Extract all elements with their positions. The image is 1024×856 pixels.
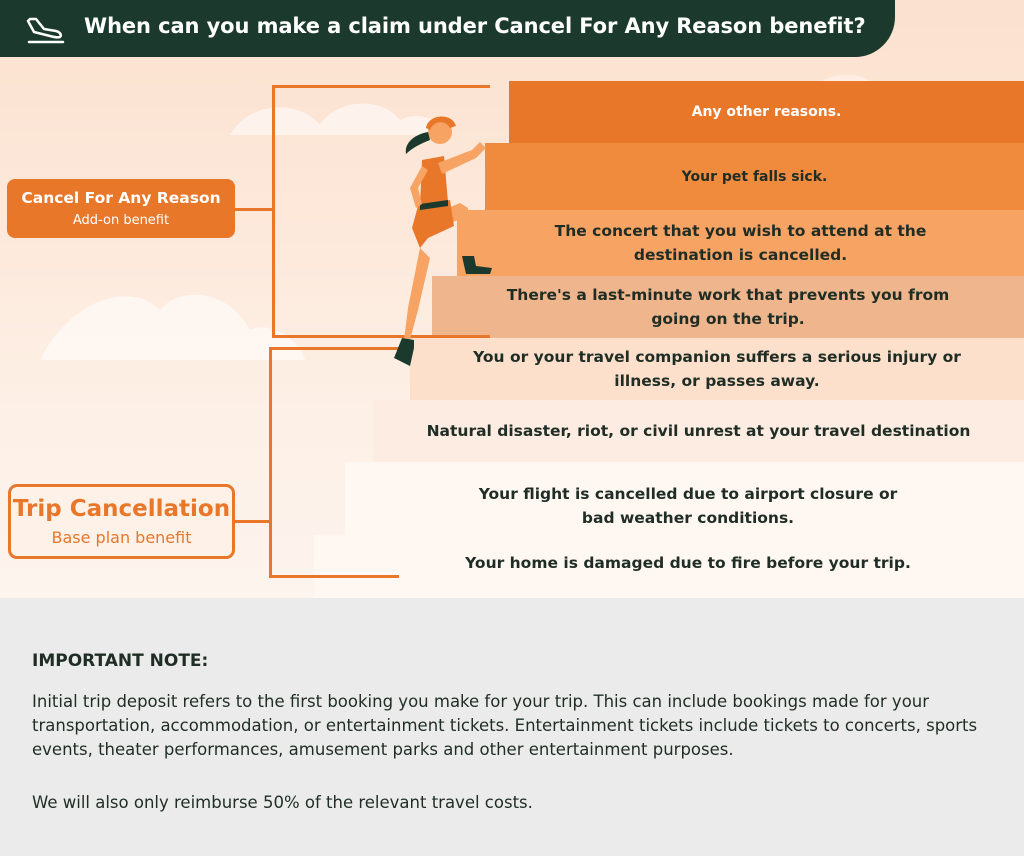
step-pet-sick <box>485 143 1024 210</box>
page-title: When can you make a claim under Cancel For Any Reason benefit? <box>84 14 866 38</box>
cfar-connector <box>235 208 275 211</box>
cfar-badge <box>7 179 235 238</box>
step-line: There's a last-minute work that prevents you from <box>506 286 950 304</box>
step-line: Your flight is cancelled due to airport closure or <box>478 485 898 503</box>
cfar-badge-title: Cancel For Any Reason <box>21 189 221 207</box>
step-any-other-reasons <box>509 81 1024 143</box>
trip-cancellation-bracket-end <box>272 575 292 578</box>
note-paragraph-reimburse: We will also only reimburse 50% of the relevant travel costs. <box>32 793 533 812</box>
cfar-badge-subtitle: Add-on benefit <box>72 213 170 228</box>
step-last-minute-work <box>432 276 1024 338</box>
step-line: Any other reasons. <box>691 104 842 120</box>
step-natural-disaster <box>373 400 1024 462</box>
step-home-damaged-flight-cancelled <box>345 462 1024 598</box>
header-bar <box>0 0 895 57</box>
step-line: bad weather conditions. <box>581 509 795 527</box>
step-line: going on the trip. <box>651 310 805 328</box>
plane-landing-icon <box>26 13 66 45</box>
note-heading: IMPORTANT NOTE: <box>32 651 209 671</box>
trip-cancellation-bracket <box>269 347 399 578</box>
step-line: Natural disaster, riot, or civil unrest at your travel destination <box>426 422 971 440</box>
step-line: You or your travel companion suffers a serious injury or <box>473 348 961 366</box>
step-line: Your pet falls sick. <box>681 168 828 185</box>
step-home-damaged: Your home is damaged due to fire before your trip. <box>465 554 911 572</box>
step-line: illness, or passes away. <box>614 372 820 390</box>
note-paragraph-deposit: Initial trip deposit refers to the first booking you make for your trip. This can include bookings made for your transportation, accommodation, or entertainment tickets. Entertainment tickets include tickets to concerts, sports events, theater performances, amusement parks and other entertainment purposes. <box>32 692 978 759</box>
trip-cancellation-badge <box>8 484 235 559</box>
step-concert-cancelled <box>457 210 1024 276</box>
trip-cancellation-badge-title: Trip Cancellation <box>12 496 231 522</box>
trip-cancellation-badge-subtitle: Base plan benefit <box>51 528 192 547</box>
climber-illustration <box>380 108 510 373</box>
trip-cancellation-connector <box>235 520 272 523</box>
step-line: The concert that you wish to attend at the <box>554 222 927 240</box>
step-line: destination is cancelled. <box>633 246 848 264</box>
step-flight-cancelled <box>345 482 1024 530</box>
